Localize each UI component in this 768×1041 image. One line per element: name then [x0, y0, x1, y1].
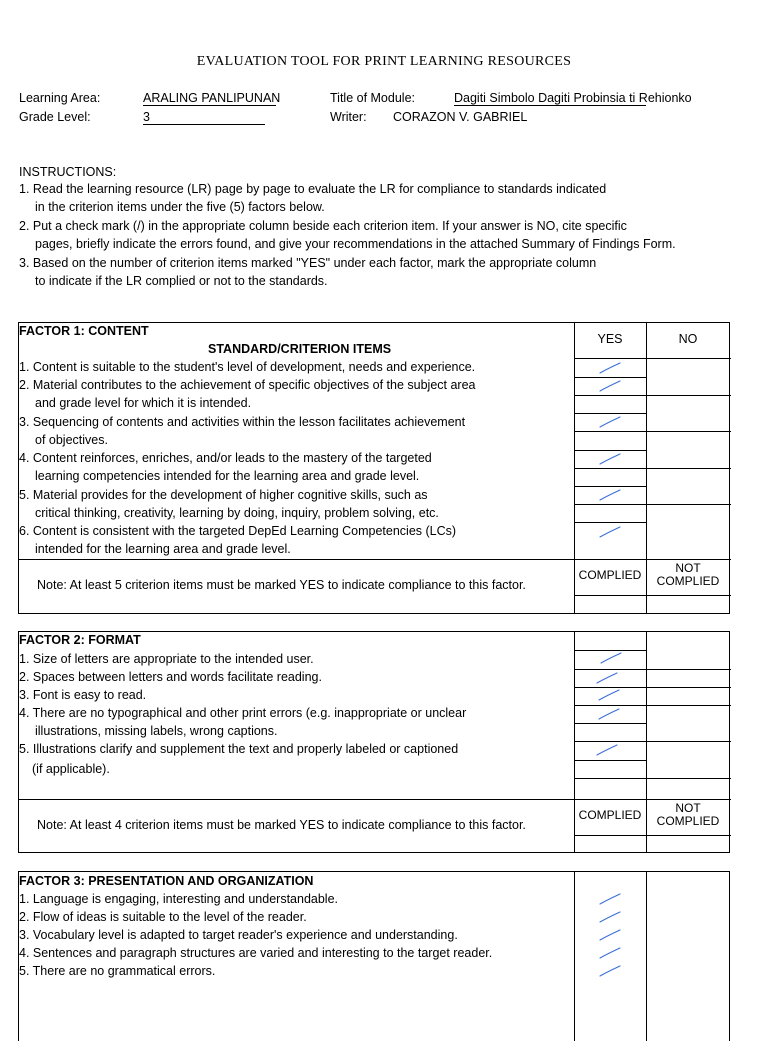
criterion-item: 2. Material contributes to the achievement of specific objectives of the subject area: [19, 378, 476, 392]
grade-level-label: Grade Level:: [19, 110, 91, 124]
module-title-label: Title of Module:: [330, 91, 415, 105]
instruction-line: 1. Read the learning resource (LR) page by page to evaluate the LR for compliance to standards indicated: [19, 182, 607, 196]
criterion-item: 1. Size of letters are appropriate to the intended user.: [19, 652, 314, 666]
criterion-item: of objectives.: [35, 433, 108, 447]
handwritten-check-icon: [596, 672, 618, 684]
criterion-item: 1. Language is engaging, interesting and understandable.: [19, 892, 339, 906]
criterion-item: critical thinking, creativity, learning by doing, inquiry, problem solving, etc.: [35, 506, 439, 520]
instruction-line: in the criterion items under the five (5) factors below.: [35, 200, 325, 214]
no-column-header: NO: [678, 332, 698, 346]
instruction-line: pages, briefly indicate the errors found, and give your recommendations in the attached Summary of Findings Form.: [35, 237, 676, 251]
criterion-item: 3. Sequencing of contents and activities within the lesson facilitates achievement: [19, 415, 466, 429]
instruction-line: 2. Put a check mark (/) in the appropriate column beside each criterion item. If your answer is NO, cite specific: [19, 219, 627, 233]
instructions-heading: INSTRUCTIONS:: [19, 165, 117, 179]
handwritten-check-icon: [599, 526, 621, 538]
criterion-item: (if applicable).: [32, 762, 110, 776]
learning-area-value: ARALING PANLIPUNAN: [143, 91, 281, 105]
factor1-title: FACTOR 1: CONTENT: [19, 324, 149, 338]
handwritten-check-icon: [596, 744, 618, 756]
criterion-item: 5. Illustrations clarify and supplement the text and properly labeled or captioned: [19, 742, 459, 756]
criterion-item: 4. Sentences and paragraph structures are varied and interesting to the target reader.: [19, 946, 493, 960]
complied-header: COMPLIED: [578, 808, 642, 822]
handwritten-check-icon: [598, 708, 620, 720]
not-complied-line1: NOT: [675, 561, 701, 575]
yes-column-header: YES: [597, 332, 623, 346]
handwritten-check-icon: [599, 362, 621, 374]
instruction-line: to indicate if the LR complied or not to the standards.: [35, 274, 328, 288]
handwritten-check-icon: [599, 453, 621, 465]
criterion-item: 4. Content reinforces, enriches, and/or leads to the mastery of the targeted: [19, 451, 432, 465]
handwritten-check-icon: [599, 965, 621, 977]
module-title-value: Dagiti Simbolo Dagiti Probinsia ti Rehionko: [454, 91, 692, 105]
factor1-note: Note: At least 5 criterion items must be marked YES to indicate compliance to this factor.: [37, 578, 526, 592]
criterion-item: 2. Flow of ideas is suitable to the level of the reader.: [19, 910, 307, 924]
handwritten-check-icon: [599, 416, 621, 428]
handwritten-check-icon: [599, 893, 621, 905]
writer-value: CORAZON V. GABRIEL: [393, 110, 528, 124]
handwritten-check-icon: [599, 380, 621, 392]
grade-level-value: 3: [143, 110, 265, 125]
not-complied-line2: COMPLIED: [656, 574, 720, 588]
factor1-subheading: STANDARD/CRITERION ITEMS: [208, 342, 392, 356]
handwritten-check-icon: [599, 911, 621, 923]
criterion-item: 3. Font is easy to read.: [19, 688, 147, 702]
factor3-title: FACTOR 3: PRESENTATION AND ORGANIZATION: [19, 874, 314, 888]
criterion-item: 6. Content is consistent with the targeted DepEd Learning Competencies (LCs): [19, 524, 457, 538]
not-complied-header: [646, 562, 730, 588]
handwritten-check-icon: [599, 489, 621, 501]
criterion-item: 4. There are no typographical and other print errors (e.g. inappropriate or unclear: [19, 706, 467, 720]
not-complied-line2: COMPLIED: [656, 814, 720, 828]
criterion-item: 2. Spaces between letters and words facilitate reading.: [19, 670, 322, 684]
handwritten-check-icon: [599, 947, 621, 959]
handwritten-check-icon: [600, 652, 622, 664]
complied-header: COMPLIED: [578, 568, 642, 582]
handwritten-check-icon: [598, 689, 620, 701]
criterion-item: 5. Material provides for the development of higher cognitive skills, such as: [19, 488, 428, 502]
criterion-item: 3. Vocabulary level is adapted to target reader's experience and understanding.: [19, 928, 458, 942]
criterion-item: 5. There are no grammatical errors.: [19, 964, 216, 978]
criterion-item: and grade level for which it is intended.: [35, 396, 252, 410]
criterion-item: learning competencies intended for the learning area and grade level.: [35, 469, 420, 483]
criterion-item: 1. Content is suitable to the student's level of development, needs and experience.: [19, 360, 476, 374]
instruction-line: 3. Based on the number of criterion items marked "YES" under each factor, mark the appropriate column: [19, 256, 597, 270]
handwritten-check-icon: [599, 929, 621, 941]
not-complied-line1: NOT: [675, 801, 701, 815]
writer-label: Writer:: [330, 110, 367, 124]
factor2-title: FACTOR 2: FORMAT: [19, 633, 141, 647]
document-title: EVALUATION TOOL FOR PRINT LEARNING RESOURCES: [196, 54, 572, 69]
criterion-item: illustrations, missing labels, wrong captions.: [35, 724, 278, 738]
not-complied-header: [646, 802, 730, 828]
learning-area-label: Learning Area:: [19, 91, 101, 105]
criterion-item: intended for the learning area and grade level.: [35, 542, 291, 556]
factor2-note: Note: At least 4 criterion items must be marked YES to indicate compliance to this factor.: [37, 818, 526, 832]
